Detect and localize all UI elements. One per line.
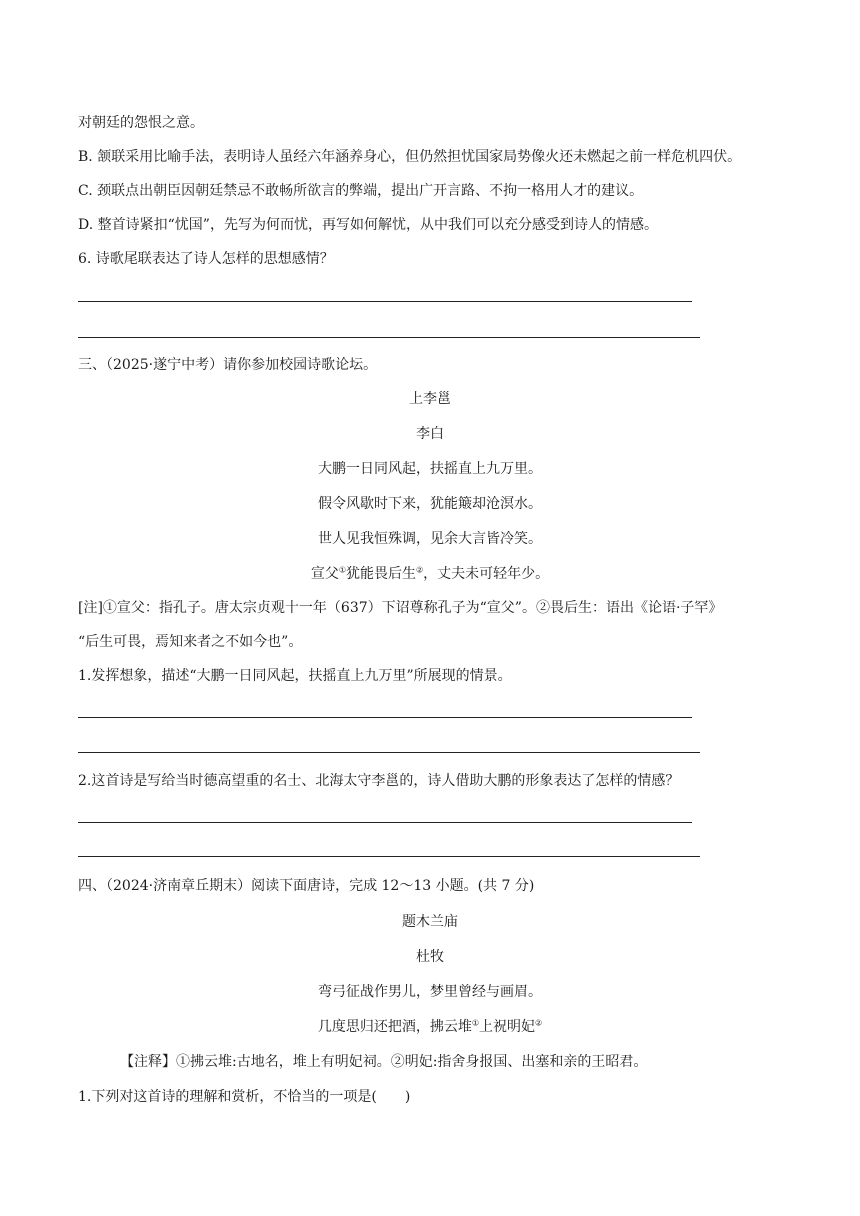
section-4-heading: 四、（2024·济南章丘期末）阅读下面唐诗，完成 12～13 小题。(共 7 分) bbox=[78, 878, 535, 894]
option-c: C. 颈联点出朝臣因朝廷禁忌不敢畅所欲言的弊端，提出广开言路、不拘一格用人才的建议。 bbox=[78, 183, 644, 199]
answer-line bbox=[78, 822, 692, 823]
poem-line: 世人见我恒殊调，见余大言皆冷笑。 bbox=[318, 531, 542, 547]
question-2: 2.这首诗是写给当时德高望重的名士、北海太守李邕的，诗人借助大鹏的形象表达了怎样的情感？ bbox=[78, 773, 680, 789]
answer-line bbox=[78, 856, 700, 857]
q2-tail-text: 对朝廷的怨恨之意。 bbox=[78, 115, 204, 131]
poem-line: 几度思归还把酒，拂云堆①上祝明妃② bbox=[317, 1018, 543, 1035]
answer-line bbox=[78, 752, 700, 753]
answer-line bbox=[78, 717, 692, 718]
poem-annotation: 【注释】①拂云堆:古地名，堆上有明妃祠。②明妃:指舍身报国、出塞和亲的王昭君。 bbox=[120, 1054, 648, 1070]
poem-line: 宣父①犹能畏后生②，丈夫未可轻年少。 bbox=[310, 565, 550, 582]
question-6: 6. 诗歌尾联表达了诗人怎样的思想感情？ bbox=[78, 251, 334, 267]
poem-line: 大鹏一日同风起，扶摇直上九万里。 bbox=[318, 461, 542, 477]
poem-note: [注]①宣父：指孔子。唐太宗贞观十一年（637）下诏尊称孔子为“宣父”。②畏后生：语出《论语·子罕》 bbox=[78, 600, 723, 616]
question-1-choice: 1.下列对这首诗的理解和赏析，不恰当的一项是( ) bbox=[78, 1089, 411, 1105]
section-3-heading: 三、（2025·遂宁中考）请你参加校园诗歌论坛。 bbox=[78, 357, 378, 373]
poem-line: 弯弓征战作男儿，梦里曾经与画眉。 bbox=[318, 984, 542, 1000]
poem-author: 杜牧 bbox=[416, 949, 444, 965]
option-d: D. 整首诗紧扣“忧国”，先写为何而忧，再写如何解忧，从中我们可以充分感受到诗人的情感。 bbox=[78, 217, 658, 233]
option-b: B. 颔联采用比喻手法，表明诗人虽经六年涵养身心，但仍然担忧国家局势像火还未燃起之前一样危机四伏。 bbox=[78, 149, 742, 165]
answer-line bbox=[78, 337, 700, 338]
footnote-marker: ② bbox=[416, 565, 424, 575]
poem-title: 题木兰庙 bbox=[402, 914, 458, 930]
answer-line bbox=[78, 301, 692, 302]
poem-author: 李白 bbox=[416, 426, 444, 442]
poem-title: 上李邕 bbox=[409, 391, 451, 407]
footnote-marker: ② bbox=[535, 1018, 543, 1028]
question-1: 1.发挥想象，描述“大鹏一日同风起，扶摇直上九万里”所展现的情景。 bbox=[78, 668, 512, 684]
footnote-marker: ① bbox=[338, 565, 346, 575]
footnote-marker: ① bbox=[471, 1018, 479, 1028]
poem-note-continued: “后生可畏，焉知来者之不如今也”。 bbox=[78, 634, 303, 650]
poem-line: 假令风歇时下来，犹能簸却沧溟水。 bbox=[318, 496, 542, 512]
